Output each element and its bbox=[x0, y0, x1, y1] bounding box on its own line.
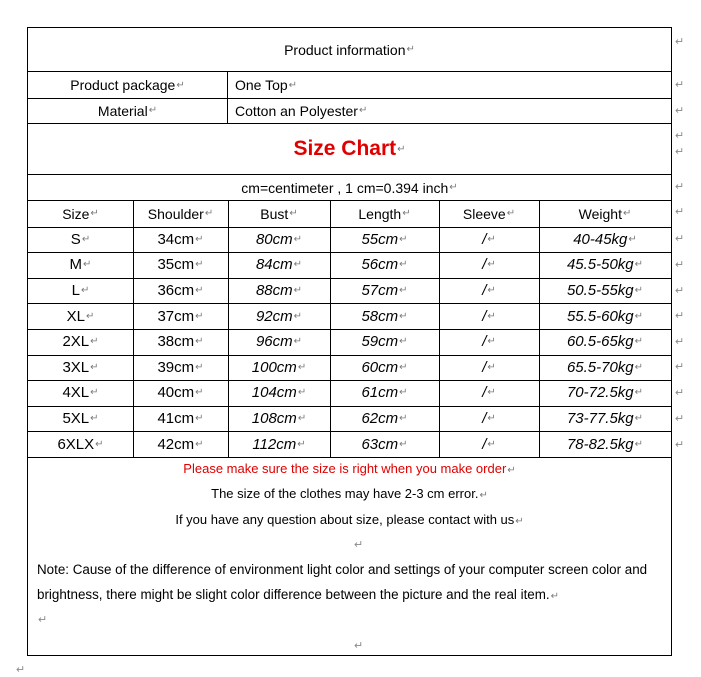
paragraph-mark-icon: ↵ bbox=[675, 36, 685, 48]
paragraph-mark-icon: ↵ bbox=[195, 233, 204, 245]
paragraph-mark-icon: ↵ bbox=[354, 539, 364, 551]
paragraph-mark-icon: ↵ bbox=[628, 233, 637, 245]
cell-sleeve-text: / bbox=[482, 230, 487, 248]
cell-bust bbox=[228, 303, 330, 329]
paragraph-mark-icon: ↵ bbox=[399, 285, 408, 297]
cell-weight-text: 78-82.5kg bbox=[566, 435, 634, 453]
column-divider bbox=[330, 201, 331, 457]
cell-weight bbox=[539, 380, 671, 406]
cell-bust bbox=[228, 431, 330, 457]
unit-note bbox=[28, 175, 671, 200]
product-package-label bbox=[28, 72, 227, 98]
paragraph-mark-icon: ↵ bbox=[176, 79, 185, 91]
paragraph-mark-icon: ↵ bbox=[675, 79, 685, 91]
paragraph-mark-icon: ↵ bbox=[675, 413, 685, 425]
cell-weight-text: 70-72.5kg bbox=[566, 384, 634, 402]
cell-size bbox=[28, 406, 133, 432]
cell-size bbox=[28, 380, 133, 406]
paragraph-mark-icon: ↵ bbox=[204, 208, 214, 220]
paragraph-mark-icon: ↵ bbox=[16, 664, 26, 676]
cell-weight bbox=[539, 329, 671, 355]
product-package-value bbox=[227, 72, 671, 98]
cell-shoulder bbox=[133, 406, 228, 432]
paragraph-mark-icon: ↵ bbox=[399, 387, 408, 399]
paragraph-mark-icon: ↵ bbox=[634, 438, 644, 450]
size-chart-title-text: Size Chart bbox=[293, 137, 397, 160]
cell-bust bbox=[228, 380, 330, 406]
paragraph-mark-icon: ↵ bbox=[399, 259, 408, 271]
cell-size-text: XL bbox=[66, 307, 85, 325]
paragraph-mark-icon: ↵ bbox=[487, 438, 496, 450]
cell-weight bbox=[539, 431, 671, 457]
color-disclaimer bbox=[37, 557, 667, 609]
paragraph-mark-icon: ↵ bbox=[634, 259, 644, 271]
cell-size-text: 5XL bbox=[62, 410, 90, 428]
header-sleeve bbox=[439, 201, 539, 227]
paragraph-mark-icon: ↵ bbox=[195, 310, 204, 322]
cell-shoulder-text: 34cm bbox=[157, 230, 195, 248]
cell-sleeve-text: / bbox=[482, 410, 487, 428]
column-divider bbox=[228, 201, 229, 457]
cell-bust bbox=[228, 227, 330, 253]
paragraph-mark-icon: ↵ bbox=[397, 143, 406, 155]
paragraph-mark-icon: ↵ bbox=[297, 438, 306, 450]
paragraph-mark-icon: ↵ bbox=[293, 310, 303, 322]
cell-size-text: 4XL bbox=[62, 384, 90, 402]
cell-bust bbox=[228, 252, 330, 278]
cell-sleeve bbox=[439, 252, 539, 278]
paragraph-mark-icon: ↵ bbox=[195, 336, 204, 348]
paragraph-mark-icon: ↵ bbox=[90, 387, 99, 399]
paragraph-mark-icon: ↵ bbox=[675, 105, 685, 117]
contact-note bbox=[28, 512, 671, 527]
cell-shoulder-text: 38cm bbox=[157, 333, 195, 351]
cell-sleeve-text: / bbox=[482, 333, 487, 351]
cell-size-text: L bbox=[71, 282, 80, 300]
paragraph-mark-icon: ↵ bbox=[675, 361, 685, 373]
paragraph-mark-icon: ↵ bbox=[90, 336, 99, 348]
cell-bust bbox=[228, 355, 330, 381]
paragraph-mark-icon: ↵ bbox=[90, 361, 99, 373]
cell-length bbox=[330, 406, 439, 432]
cell-weight bbox=[539, 252, 671, 278]
size-error-note-text: The size of the clothes may have 2-3 cm error. bbox=[211, 486, 479, 501]
cell-length-text: 56cm bbox=[361, 256, 399, 274]
header-weight bbox=[539, 201, 671, 227]
paragraph-mark-icon: ↵ bbox=[675, 285, 685, 297]
paragraph-mark-icon: ↵ bbox=[293, 285, 303, 297]
cell-shoulder-text: 40cm bbox=[157, 384, 195, 402]
paragraph-mark-icon: ↵ bbox=[399, 233, 408, 245]
paragraph-mark-icon: ↵ bbox=[675, 181, 685, 193]
paragraph-mark-icon: ↵ bbox=[195, 438, 204, 450]
cell-shoulder bbox=[133, 303, 228, 329]
cell-shoulder bbox=[133, 355, 228, 381]
cell-size-text: 3XL bbox=[62, 358, 90, 376]
color-disclaimer-text: Note: Cause of the difference of environment light color and settings of your computer screen color and brightness, there might be slight color difference between the picture and the real item. bbox=[37, 562, 648, 602]
product-package-value-text: One Top bbox=[235, 77, 288, 93]
paragraph-mark-icon: ↵ bbox=[288, 79, 298, 91]
size-warning-text: Please make sure the size is right when you make order bbox=[183, 461, 507, 476]
cell-bust-text: 88cm bbox=[255, 282, 293, 300]
cell-size-text: 6XLX bbox=[57, 435, 95, 453]
size-chart-title bbox=[28, 124, 671, 174]
paragraph-mark-icon: ↵ bbox=[293, 259, 303, 271]
paragraph-mark-icon: ↵ bbox=[195, 285, 204, 297]
paragraph-mark-icon: ↵ bbox=[399, 361, 408, 373]
paragraph-mark-icon: ↵ bbox=[358, 105, 368, 116]
cell-shoulder-text: 36cm bbox=[157, 282, 195, 300]
cell-size bbox=[28, 303, 133, 329]
cell-size-text: M bbox=[69, 256, 83, 274]
paragraph-mark-icon: ↵ bbox=[675, 336, 685, 348]
cell-length bbox=[330, 303, 439, 329]
cell-sleeve bbox=[439, 380, 539, 406]
cell-weight bbox=[539, 278, 671, 304]
header-size-text: Size bbox=[62, 205, 90, 222]
paragraph-mark-icon: ↵ bbox=[399, 336, 408, 348]
paragraph-mark-icon: ↵ bbox=[90, 208, 99, 220]
header-bust-text: Bust bbox=[260, 205, 289, 222]
paragraph-mark-icon: ↵ bbox=[487, 387, 496, 399]
cell-bust-text: 100cm bbox=[251, 358, 297, 376]
header-length-text: Length bbox=[358, 205, 402, 222]
paragraph-mark-icon: ↵ bbox=[634, 413, 644, 425]
product-material-value bbox=[227, 98, 671, 123]
cell-sleeve bbox=[439, 303, 539, 329]
size-warning bbox=[28, 461, 671, 476]
paragraph-mark-icon: ↵ bbox=[402, 208, 411, 220]
paragraph-mark-icon: ↵ bbox=[487, 361, 496, 373]
paragraph-mark-icon: ↵ bbox=[675, 310, 685, 322]
cell-size bbox=[28, 227, 133, 253]
paragraph-mark-icon: ↵ bbox=[293, 233, 303, 245]
header-length bbox=[330, 201, 439, 227]
cell-weight-text: 40-45kg bbox=[573, 230, 628, 248]
cell-weight bbox=[539, 227, 671, 253]
cell-sleeve bbox=[439, 355, 539, 381]
cell-length-text: 59cm bbox=[361, 333, 399, 351]
paragraph-mark-icon: ↵ bbox=[85, 310, 95, 322]
cell-size-text: S bbox=[70, 230, 81, 248]
cell-length bbox=[330, 329, 439, 355]
paragraph-mark-icon: ↵ bbox=[487, 259, 496, 271]
contact-note-text: If you have any question about size, please contact with us bbox=[175, 512, 515, 527]
cell-shoulder-text: 39cm bbox=[157, 358, 195, 376]
cell-bust bbox=[228, 406, 330, 432]
paragraph-mark-icon: ↵ bbox=[487, 336, 496, 348]
paragraph-mark-icon: ↵ bbox=[90, 413, 99, 425]
paragraph-mark-icon: ↵ bbox=[487, 310, 496, 322]
paragraph-mark-icon: ↵ bbox=[83, 259, 92, 271]
paragraph-mark-icon: ↵ bbox=[550, 591, 560, 602]
cell-sleeve bbox=[439, 278, 539, 304]
cell-sleeve-text: / bbox=[482, 307, 487, 325]
cell-shoulder bbox=[133, 278, 228, 304]
paragraph-mark-icon: ↵ bbox=[81, 233, 91, 245]
cell-bust-text: 92cm bbox=[255, 307, 293, 325]
paragraph-mark-icon: ↵ bbox=[406, 44, 415, 55]
paragraph-mark-icon: ↵ bbox=[289, 208, 298, 220]
paragraph-mark-icon: ↵ bbox=[487, 285, 496, 297]
cell-length-text: 62cm bbox=[361, 410, 399, 428]
cell-size-text: 2XL bbox=[62, 333, 90, 351]
paragraph-mark-icon: ↵ bbox=[354, 640, 364, 652]
paragraph-mark-icon: ↵ bbox=[297, 361, 307, 373]
column-divider bbox=[133, 201, 134, 457]
cell-sleeve-text: / bbox=[482, 256, 487, 274]
row-divider bbox=[28, 457, 671, 458]
cell-weight-text: 55.5-60kg bbox=[566, 307, 634, 325]
cell-size bbox=[28, 431, 133, 457]
cell-sleeve bbox=[439, 227, 539, 253]
paragraph-mark-icon: ↵ bbox=[293, 336, 303, 348]
cell-size bbox=[28, 329, 133, 355]
cell-shoulder bbox=[133, 380, 228, 406]
cell-bust-text: 104cm bbox=[251, 384, 297, 402]
cell-length bbox=[330, 278, 439, 304]
product-info-title-text: Product information bbox=[284, 41, 406, 58]
paragraph-mark-icon: ↵ bbox=[634, 310, 644, 322]
header-weight-text: Weight bbox=[578, 205, 622, 222]
header-size bbox=[28, 201, 133, 227]
cell-length-text: 57cm bbox=[361, 282, 399, 300]
cell-length-text: 61cm bbox=[361, 384, 399, 402]
paragraph-mark-icon: ↵ bbox=[487, 413, 496, 425]
cell-size bbox=[28, 278, 133, 304]
cell-weight-text: 65.5-70kg bbox=[566, 358, 634, 376]
paragraph-mark-icon: ↵ bbox=[675, 387, 685, 399]
paragraph-mark-icon: ↵ bbox=[399, 438, 408, 450]
cell-sleeve-text: / bbox=[482, 384, 487, 402]
product-info-table bbox=[27, 27, 672, 656]
cell-shoulder bbox=[133, 252, 228, 278]
cell-length-text: 58cm bbox=[361, 307, 399, 325]
paragraph-mark-icon: ↵ bbox=[195, 387, 204, 399]
paragraph-mark-icon: ↵ bbox=[399, 413, 408, 425]
cell-length bbox=[330, 252, 439, 278]
cell-length-text: 60cm bbox=[361, 358, 399, 376]
column-divider bbox=[439, 201, 440, 457]
product-package-label-text: Product package bbox=[70, 77, 176, 93]
cell-bust-text: 108cm bbox=[251, 410, 297, 428]
cell-weight-text: 45.5-50kg bbox=[566, 256, 634, 274]
cell-shoulder bbox=[133, 431, 228, 457]
cell-size bbox=[28, 355, 133, 381]
paragraph-mark-icon: ↵ bbox=[148, 105, 158, 116]
paragraph-mark-icon: ↵ bbox=[634, 361, 644, 373]
cell-size bbox=[28, 252, 133, 278]
paragraph-mark-icon: ↵ bbox=[80, 285, 90, 297]
paragraph-mark-icon: ↵ bbox=[634, 285, 644, 297]
header-sleeve-text: Sleeve bbox=[462, 205, 506, 222]
cell-shoulder bbox=[133, 227, 228, 253]
cell-bust bbox=[228, 329, 330, 355]
paragraph-mark-icon: ↵ bbox=[634, 336, 644, 348]
product-material-label-text: Material bbox=[97, 102, 148, 119]
cell-bust-text: 96cm bbox=[255, 333, 293, 351]
paragraph-mark-icon: ↵ bbox=[95, 438, 104, 450]
cell-bust bbox=[228, 278, 330, 304]
paragraph-mark-icon: ↵ bbox=[515, 516, 524, 527]
unit-note-text: cm=centimeter , 1 cm=0.394 inch bbox=[241, 179, 449, 196]
cell-weight-text: 60.5-65kg bbox=[566, 333, 634, 351]
cell-length bbox=[330, 431, 439, 457]
paragraph-mark-icon: ↵ bbox=[38, 614, 48, 626]
cell-sleeve bbox=[439, 431, 539, 457]
paragraph-mark-icon: ↵ bbox=[297, 387, 307, 399]
product-material-value-text: Cotton an Polyester bbox=[235, 102, 358, 119]
paragraph-mark-icon: ↵ bbox=[675, 146, 685, 158]
cell-weight-text: 73-77.5kg bbox=[566, 410, 634, 428]
paragraph-mark-icon: ↵ bbox=[675, 439, 685, 451]
header-shoulder-text: Shoulder bbox=[147, 205, 204, 222]
cell-bust-text: 112cm bbox=[252, 435, 297, 453]
header-bust bbox=[228, 201, 330, 227]
cell-weight bbox=[539, 303, 671, 329]
product-info-title bbox=[28, 28, 671, 71]
paragraph-mark-icon: ↵ bbox=[399, 310, 408, 322]
paragraph-mark-icon: ↵ bbox=[195, 413, 204, 425]
cell-sleeve-text: / bbox=[482, 435, 487, 453]
cell-length bbox=[330, 227, 439, 253]
size-error-note bbox=[28, 486, 671, 501]
cell-weight-text: 50.5-55kg bbox=[566, 282, 634, 300]
cell-bust-text: 84cm bbox=[255, 256, 293, 274]
cell-shoulder-text: 42cm bbox=[157, 435, 195, 453]
cell-weight bbox=[539, 406, 671, 432]
cell-shoulder-text: 41cm bbox=[157, 410, 195, 428]
cell-shoulder-text: 35cm bbox=[157, 256, 195, 274]
cell-length-text: 55cm bbox=[361, 230, 399, 248]
cell-shoulder-text: 37cm bbox=[157, 307, 195, 325]
paragraph-mark-icon: ↵ bbox=[449, 182, 458, 193]
cell-sleeve bbox=[439, 329, 539, 355]
cell-length bbox=[330, 380, 439, 406]
paragraph-mark-icon: ↵ bbox=[195, 259, 204, 271]
cell-sleeve bbox=[439, 406, 539, 432]
cell-weight bbox=[539, 355, 671, 381]
paragraph-mark-icon: ↵ bbox=[195, 361, 204, 373]
column-divider bbox=[539, 201, 540, 457]
paragraph-mark-icon: ↵ bbox=[487, 233, 496, 245]
paragraph-mark-icon: ↵ bbox=[675, 130, 685, 142]
paragraph-mark-icon: ↵ bbox=[506, 208, 516, 220]
paragraph-mark-icon: ↵ bbox=[675, 233, 685, 245]
cell-shoulder bbox=[133, 329, 228, 355]
cell-sleeve-text: / bbox=[482, 358, 487, 376]
paragraph-mark-icon: ↵ bbox=[675, 259, 685, 271]
cell-sleeve-text: / bbox=[482, 282, 487, 300]
product-material-label bbox=[28, 98, 227, 123]
column-divider bbox=[227, 72, 228, 123]
paragraph-mark-icon: ↵ bbox=[634, 387, 644, 399]
cell-length-text: 63cm bbox=[361, 435, 399, 453]
cell-bust-text: 80cm bbox=[255, 230, 293, 248]
paragraph-mark-icon: ↵ bbox=[507, 465, 516, 476]
cell-length bbox=[330, 355, 439, 381]
paragraph-mark-icon: ↵ bbox=[622, 208, 632, 220]
paragraph-mark-icon: ↵ bbox=[479, 490, 488, 501]
paragraph-mark-icon: ↵ bbox=[297, 413, 307, 425]
header-shoulder bbox=[133, 201, 228, 227]
paragraph-mark-icon: ↵ bbox=[675, 206, 685, 218]
